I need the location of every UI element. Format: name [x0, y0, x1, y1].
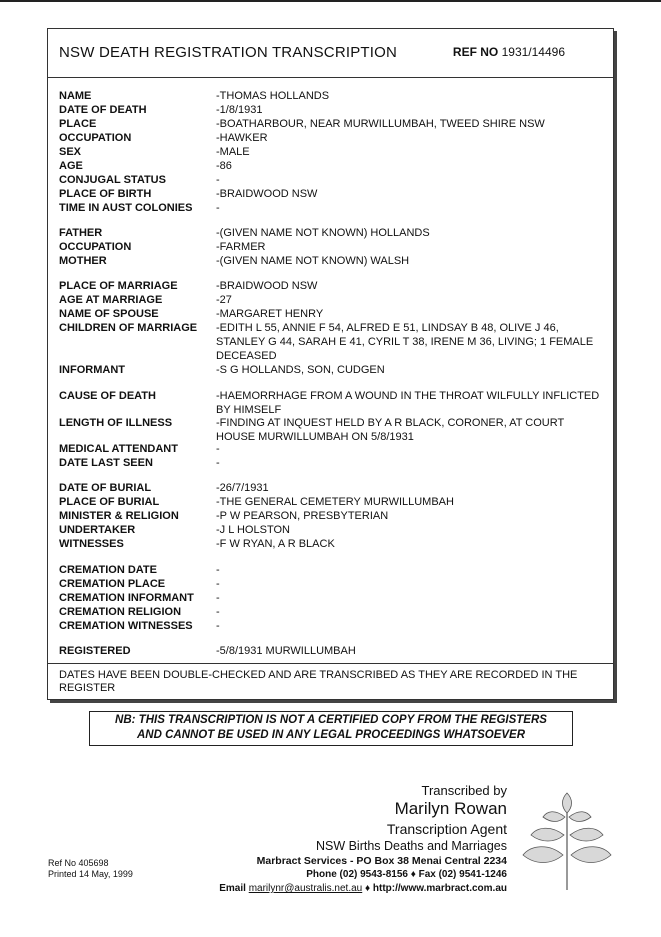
field-label: DATE OF DEATH — [59, 104, 147, 116]
field-label: AGE AT MARRIAGE — [59, 294, 163, 306]
field-label: WITNESSES — [59, 538, 124, 550]
agent-role: Transcription Agent — [386, 821, 507, 837]
field-value: - — [216, 457, 220, 469]
field-label: PLACE OF BURIAL — [59, 496, 160, 508]
field-value: -BOATHARBOUR, NEAR MURWILLUMBAH, TWEED SHIRE NSW — [216, 118, 545, 130]
field-label: INFORMANT — [59, 364, 125, 376]
field-value: -(GIVEN NAME NOT KNOWN) HOLLANDS — [216, 227, 430, 239]
field-label: NAME — [59, 90, 92, 102]
field-value: - — [216, 202, 220, 214]
field-label: MEDICAL ATTENDANT — [59, 443, 178, 455]
footnote-divider — [48, 663, 613, 664]
field-value: - — [216, 174, 220, 186]
field-label: MINISTER & RELIGION — [59, 510, 179, 522]
reference-value: 1931/14496 — [501, 45, 565, 59]
print-reference — [48, 858, 133, 880]
field-value: -86 — [216, 160, 232, 172]
field-value: -F W RYAN, A R BLACK — [216, 538, 335, 550]
field-value: -MARGARET HENRY — [216, 308, 324, 320]
field-label: FATHER — [59, 227, 103, 239]
field-value: -THOMAS HOLLANDS — [216, 90, 330, 102]
email-label: Email — [219, 883, 246, 894]
field-value: -BRAIDWOOD NSW — [216, 188, 318, 200]
transcribed-by: Transcribed by — [421, 783, 507, 798]
field-label: REGISTERED — [59, 645, 131, 657]
field-label: TIME IN AUST COLONIES — [59, 202, 193, 214]
field-label: CREMATION RELIGION — [59, 606, 182, 618]
document-title: NSW DEATH REGISTRATION TRANSCRIPTION — [59, 44, 398, 61]
field-value: -MALE — [216, 146, 250, 158]
field-value: -(GIVEN NAME NOT KNOWN) WALSH — [216, 255, 410, 267]
field-label: DATE OF BURIAL — [59, 482, 152, 494]
field-label: SEX — [59, 146, 82, 158]
field-value: -J L HOLSTON — [216, 524, 290, 536]
field-label: MOTHER — [59, 255, 107, 267]
field-value: -FARMER — [216, 241, 266, 253]
field-value: -1/8/1931 — [216, 104, 263, 116]
agent-contact-line — [219, 883, 507, 894]
field-value: -S G HOLLANDS, SON, CUDGEN — [216, 364, 385, 376]
field-value: - — [216, 578, 220, 590]
dates-footnote: DATES HAVE BEEN DOUBLE-CHECKED AND ARE TRANSCRIBED AS THEY ARE RECORDED IN THE REGISTER — [59, 669, 578, 694]
field-value: - — [216, 443, 220, 455]
website-link[interactable]: ♦ http://www.marbract.com.au — [365, 883, 507, 894]
agent-address: Marbract Services - PO Box 38 Menai Central 2234 — [256, 855, 507, 867]
field-value: -5/8/1931 MURWILLUMBAH — [216, 645, 356, 657]
agent-name: Marilyn Rowan — [394, 799, 507, 818]
transcription-panel — [47, 28, 614, 700]
email-link[interactable]: marilynr@australis.net.au — [248, 883, 363, 894]
field-label: LENGTH OF ILLNESS — [59, 417, 173, 429]
field-value: - — [216, 564, 220, 576]
disclaimer-line-2: AND CANNOT BE USED IN ANY LEGAL PROCEEDINGS WHATSOEVER — [136, 729, 526, 741]
field-label: OCCUPATION — [59, 132, 132, 144]
field-label: CHILDREN OF MARRIAGE — [59, 322, 198, 334]
field-label: PLACE OF MARRIAGE — [59, 280, 178, 292]
panel-header — [48, 29, 613, 78]
field-value: -THE GENERAL CEMETERY MURWILLUMBAH — [216, 496, 454, 508]
field-value: -HAWKER — [216, 132, 268, 144]
printed-date: Printed 14 May, 1999 — [48, 869, 133, 879]
legal-disclaimer — [89, 711, 573, 746]
field-label: NAME OF SPOUSE — [59, 308, 159, 320]
reference-label: REF NO — [452, 45, 499, 59]
field-label: PLACE OF BIRTH — [59, 188, 152, 200]
field-value: -BRAIDWOOD NSW — [216, 280, 318, 292]
field-label: OCCUPATION — [59, 241, 132, 253]
field-value: -EDITH L 55, ANNIE F 54, ALFRED E 51, LINDSAY B 48, OLIVE J 46, STANLEY G 44, SARAH E 41, CYRIL T 38, IRENE M 36, LIVING; 1 FEMALE DECEASED — [216, 322, 594, 362]
leaf-logo-icon — [517, 787, 615, 891]
disclaimer-line-1: NB: THIS TRANSCRIPTION IS NOT A CERTIFIED COPY FROM THE REGISTERS — [115, 714, 547, 726]
field-value: -27 — [216, 294, 232, 306]
field-label: CREMATION PLACE — [59, 578, 166, 590]
field-label: CREMATION INFORMANT — [59, 592, 194, 604]
field-label: CREMATION DATE — [59, 564, 157, 576]
field-label: DATE LAST SEEN — [59, 457, 153, 469]
field-label: CAUSE OF DEATH — [59, 390, 156, 402]
field-label: CONJUGAL STATUS — [59, 174, 166, 186]
field-label: AGE — [59, 160, 83, 172]
ref-number: Ref No 405698 — [48, 858, 109, 868]
field-value: -26/7/1931 — [216, 482, 269, 494]
reference-number — [453, 45, 565, 59]
field-label: UNDERTAKER — [59, 524, 136, 536]
field-label: CREMATION WITNESSES — [59, 620, 193, 632]
agent-phone-fax: Phone (02) 9543-8156 ♦ Fax (02) 9541-1246 — [306, 869, 507, 880]
field-value: -HAEMORRHAGE FROM A WOUND IN THE THROAT WILFULLY INFLICTED BY HIMSELF — [216, 390, 600, 416]
agent-org: NSW Births Deaths and Marriages — [315, 839, 507, 853]
top-rule — [0, 0, 661, 2]
field-value: -P W PEARSON, PRESBYTERIAN — [216, 510, 389, 522]
field-value: - — [216, 592, 220, 604]
field-value: - — [216, 620, 220, 632]
field-value: -FINDING AT INQUEST HELD BY A R BLACK, CORONER, AT COURT HOUSE MURWILLUMBAH ON 5/8/1931 — [216, 417, 565, 443]
field-label: PLACE — [59, 118, 97, 130]
field-value: - — [216, 606, 220, 618]
